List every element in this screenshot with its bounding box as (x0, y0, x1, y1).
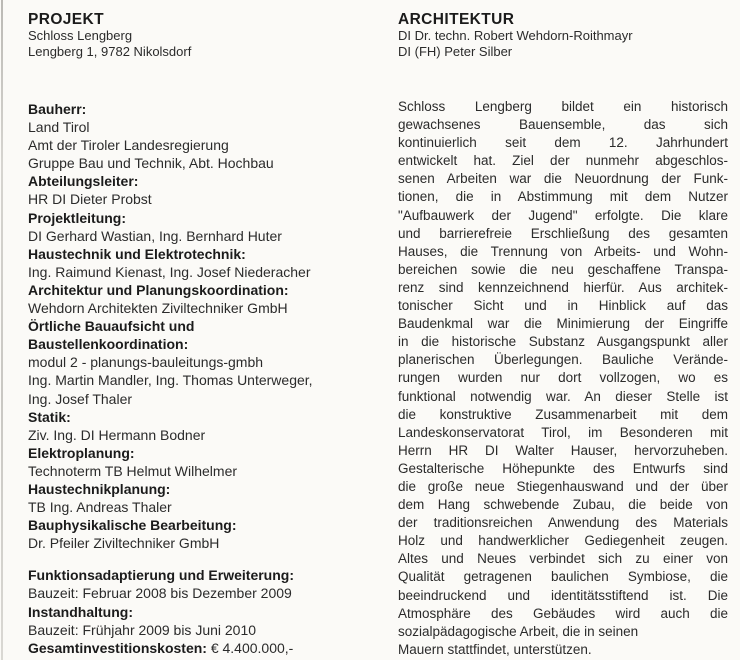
detail-line: Ing. Raimund Kienast, Ing. Josef Niederacher (28, 263, 311, 280)
paragraph-line: "Aufbauwerk der Jugend" erfolgte. Die klare (398, 207, 728, 223)
paragraph-line: Altes und Neues verbindet sich zu einer von (398, 551, 728, 567)
detail-line: HR DI Dieter Probst (28, 191, 152, 208)
detail-line: TB Ing. Andreas Thaler (28, 499, 172, 516)
architect-name-1: DI Dr. techn. Robert Wehdorn-Roithmayr (398, 28, 633, 43)
paragraph-line: Holz und handwerklicher Gediegenheit zeugen. (398, 533, 728, 549)
paragraph-line: Baudenkmal war die Minimierung der Eingriffe (398, 316, 728, 332)
detail-line: Haustechnikplanung: (28, 480, 171, 497)
detail-line: Ing. Josef Thaler (28, 390, 133, 407)
paragraph-line: Hauses, die Trennung von Arbeits- und Wohn- (398, 243, 728, 259)
detail-line: Bauherr: (28, 101, 87, 117)
detail-line: DI Gerhard Wastian, Ing. Bernhard Huter (28, 227, 282, 244)
paragraph-line: gewachsenes Bauensemble, das sich (398, 117, 728, 133)
summary-line: Bauzeit: Frühjahr 2009 bis Juni 2010 (28, 621, 257, 638)
project-section-title: PROJEKT (28, 11, 105, 28)
paragraph-line: bereichen sowie die neu geschaffene Transpa- (398, 261, 728, 277)
paragraph-line: die große neue Stiegenhauswand und der über (398, 478, 728, 494)
paragraph-line: Atmosphäre des Gebäudes wird auch die (398, 605, 728, 621)
paragraph-line: Herrn HR DI Walter Hauser, hervorzuheben. (398, 442, 728, 458)
detail-line: Baustellenkoordination: (28, 336, 189, 353)
paragraph-line: Qualität getragenen baulichen Symbiose, die (398, 569, 728, 585)
paragraph-line: kontinuierlich seit dem 12. Jahrhundert (398, 135, 728, 151)
paragraph-line: der traditionsreichen Anwendung des Materials (398, 515, 728, 531)
paragraph-line: planerischen Überlegungen. Bauliche Verände- (398, 352, 728, 368)
project-name: Schloss Lengberg (28, 28, 133, 43)
architect-name-2: DI (FH) Peter Silber (398, 43, 513, 59)
detail-line: Ziv. Ing. DI Hermann Bodner (28, 426, 206, 443)
paragraph-line: sozialpädagogische Arbeit, die in seinen (398, 623, 639, 639)
architecture-column (398, 12, 728, 659)
paragraph-line: tonischer Sicht und in Hinblick auf das (398, 298, 728, 314)
paragraph-line: in die historische Substanz Ausgangspunkt aller (398, 334, 728, 350)
paragraph-line: dem Hang schwebende Zubau, die beide von (398, 497, 728, 513)
detail-line: Land Tirol (28, 119, 90, 136)
summary-line: Funktionsadaptierung und Erweiterung: (28, 567, 294, 584)
detail-line: modul 2 - planungs-bauleitungs-gmbh (28, 354, 264, 371)
detail-line: Örtliche Bauaufsicht und (28, 318, 195, 335)
paragraph-line: beeindruckend und identitätsstiftend ist. Die (398, 587, 728, 603)
paragraph-line: und barrierefreie Erschließung des gesamten (398, 225, 728, 241)
detail-line: Gruppe Bau und Technik, Abt. Hochbau (28, 155, 274, 172)
paragraph-line: die konstruktive Zusammenarbeit mit dem (398, 406, 728, 422)
paragraph-line: Landeskonservatorat Tirol, im Besonderen mit (398, 424, 728, 440)
detail-line: Dr. Pfeiler Ziviltechniker GmbH (28, 535, 220, 552)
project-column (28, 12, 376, 657)
paragraph-line: rungen wurden nur dort vollzogen, wo es (398, 370, 728, 386)
summary-line: Bauzeit: Februar 2008 bis Dezember 2009 (28, 585, 292, 602)
paragraph-line: renz sind kennzeichnend hierfür. Aus architek- (398, 279, 728, 295)
detail-line: Bauphysikalische Bearbeitung: (28, 517, 237, 534)
paragraph-line: tionen, die in Abstimmung mit dem Nutzer (398, 189, 728, 205)
summary-line: Instandhaltung: (28, 603, 133, 620)
paragraph-line: Mauern stattfindet, unterstützen. (398, 641, 592, 657)
detail-line: Amt der Tiroler Landesregierung (28, 137, 229, 154)
detail-line: Statik: (28, 408, 71, 425)
detail-line: Technoterm TB Helmut Wilhelmer (28, 462, 238, 479)
summary-line: Gesamtinvestitionskosten: € 4.400.000,- (28, 639, 294, 656)
detail-line: Elektroplanung: (28, 444, 135, 461)
project-details-list (28, 100, 376, 552)
paragraph-line: Gestalterische Höhepunkte des Entwurfs sind (398, 460, 728, 476)
project-address: Lengberg 1, 9782 Nikolsdorf (28, 43, 192, 59)
detail-line: Architektur und Planungskoordination: (28, 281, 289, 298)
detail-line: Haustechnik und Elektrotechnik: (28, 245, 246, 262)
architecture-section-title: ARCHITEKTUR (398, 11, 515, 28)
paragraph-line: funktional notwendig war. An dieser Stelle ist (398, 388, 728, 404)
detail-line: Wehdorn Architekten Ziviltechniker GmbH (28, 300, 288, 317)
description-paragraph (398, 98, 728, 659)
summary-label: Gesamtinvestitionskosten: (28, 639, 207, 656)
detail-line: Abteilungsleiter: (28, 173, 139, 190)
paragraph-line: Schloss Lengberg bildet ein historisch (398, 99, 728, 114)
paragraph-line: entwickelt hat. Ziel der nunmehr abgeschlos- (398, 153, 728, 169)
project-summary-list (28, 566, 376, 656)
detail-line: Projektleitung: (28, 209, 127, 226)
scan-edge-artifact (1, 0, 3, 660)
paragraph-line: senen Arbeiten war die Neuordnung der Funk- (398, 171, 728, 187)
detail-line: Ing. Martin Mandler, Ing. Thomas Unterweger, (28, 372, 313, 389)
